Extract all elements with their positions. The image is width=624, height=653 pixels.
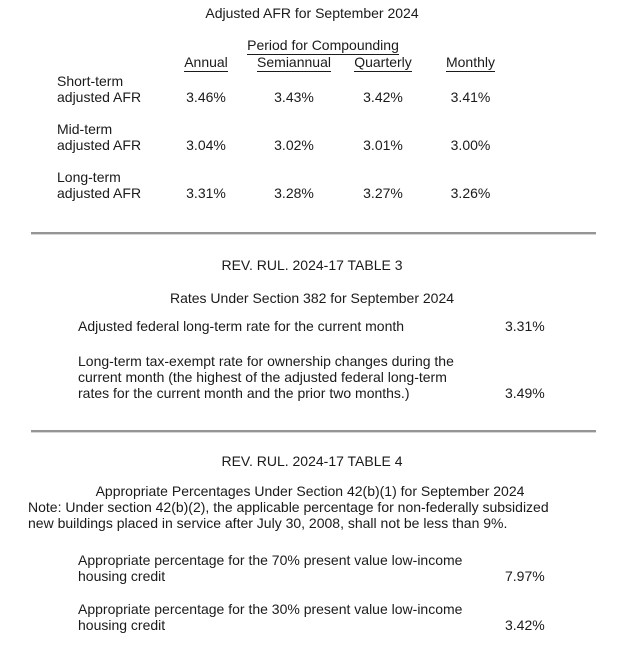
text-line: Long-term tax-exempt rate for ownership changes during the	[78, 353, 454, 369]
afr-value-annual: 3.46%	[186, 89, 226, 105]
afr-row-label	[57, 73, 162, 105]
table4-row-description	[78, 601, 462, 633]
text-line: adjusted AFR	[57, 137, 142, 153]
table3-row-value: 3.49%	[505, 385, 545, 401]
text-line: Long-term	[57, 169, 121, 185]
afr-row-long-term	[57, 169, 513, 201]
table4-row-value: 7.97%	[505, 568, 545, 584]
section-divider	[31, 232, 596, 235]
text-line: Mid-term	[57, 121, 113, 137]
table3-row-value: 3.31%	[505, 318, 545, 334]
afr-value-monthly: 3.26%	[450, 185, 491, 201]
afr-value-semiannual: 3.02%	[274, 137, 314, 153]
section-divider	[31, 430, 596, 433]
afr-value-quarterly: 3.27%	[363, 185, 403, 201]
text-line: adjusted AFR	[57, 185, 142, 201]
text-line: Adjusted federal long-term rate for the current month	[78, 318, 405, 334]
afr-group-header-text: Period for Compounding	[247, 37, 399, 53]
afr-row-mid-term	[57, 121, 513, 153]
text-line: Appropriate percentage for the 70% present value low-income	[78, 552, 463, 568]
afr-column-header-monthly: Monthly	[445, 54, 496, 70]
table4-note	[28, 499, 549, 531]
page-title: Adjusted AFR for September 2024	[205, 5, 419, 21]
afr-value-semiannual: 3.28%	[274, 185, 314, 201]
afr-value-monthly: 3.00%	[450, 137, 491, 153]
table4-heading: REV. RUL. 2024-17 TABLE 4	[221, 453, 403, 469]
afr-value-annual: 3.04%	[186, 137, 226, 153]
afr-value-semiannual: 3.43%	[274, 89, 314, 105]
table3-row-description	[78, 318, 404, 334]
text-line: housing credit	[78, 568, 166, 584]
afr-column-header-semiannual: Semiannual	[257, 54, 331, 70]
table3-row-description	[78, 353, 454, 401]
text-line: new buildings placed in service after July 30, 2008, shall not be less than 9%.	[28, 515, 508, 531]
afr-column-header-annual: Annual	[184, 54, 228, 70]
afr-row-label	[57, 121, 162, 153]
text-line: current month (the highest of the adjusted federal long-term	[78, 369, 447, 385]
afr-value-quarterly: 3.42%	[363, 89, 403, 105]
text-line: adjusted AFR	[57, 89, 142, 105]
table3-heading: REV. RUL. 2024-17 TABLE 3	[221, 257, 403, 273]
text-line: rates for the current month and the prior two months.)	[78, 385, 410, 401]
afr-value-monthly: 3.41%	[450, 89, 491, 105]
table4-row-value: 3.42%	[505, 617, 545, 633]
afr-column-header-quarterly: Quarterly	[354, 54, 412, 70]
afr-row-short-term	[57, 73, 513, 105]
afr-value-annual: 3.31%	[186, 185, 226, 201]
table4-row-description	[78, 552, 462, 584]
text-line: Appropriate percentage for the 30% present value low-income	[78, 601, 463, 617]
text-line: Short-term	[57, 73, 124, 89]
afr-row-label	[57, 169, 162, 201]
afr-group-header	[11, 37, 624, 55]
text-line: Note: Under section 42(b)(2), the applicable percentage for non-federally subsidized	[28, 499, 549, 515]
afr-value-quarterly: 3.01%	[363, 137, 403, 153]
afr-column-header-row	[162, 54, 513, 72]
table3-subtitle: Rates Under Section 382 for September 2024	[169, 290, 455, 306]
text-line: housing credit	[78, 617, 166, 633]
table4-subtitle: Appropriate Percentages Under Section 42(b)(1) for September 2024	[95, 483, 525, 499]
